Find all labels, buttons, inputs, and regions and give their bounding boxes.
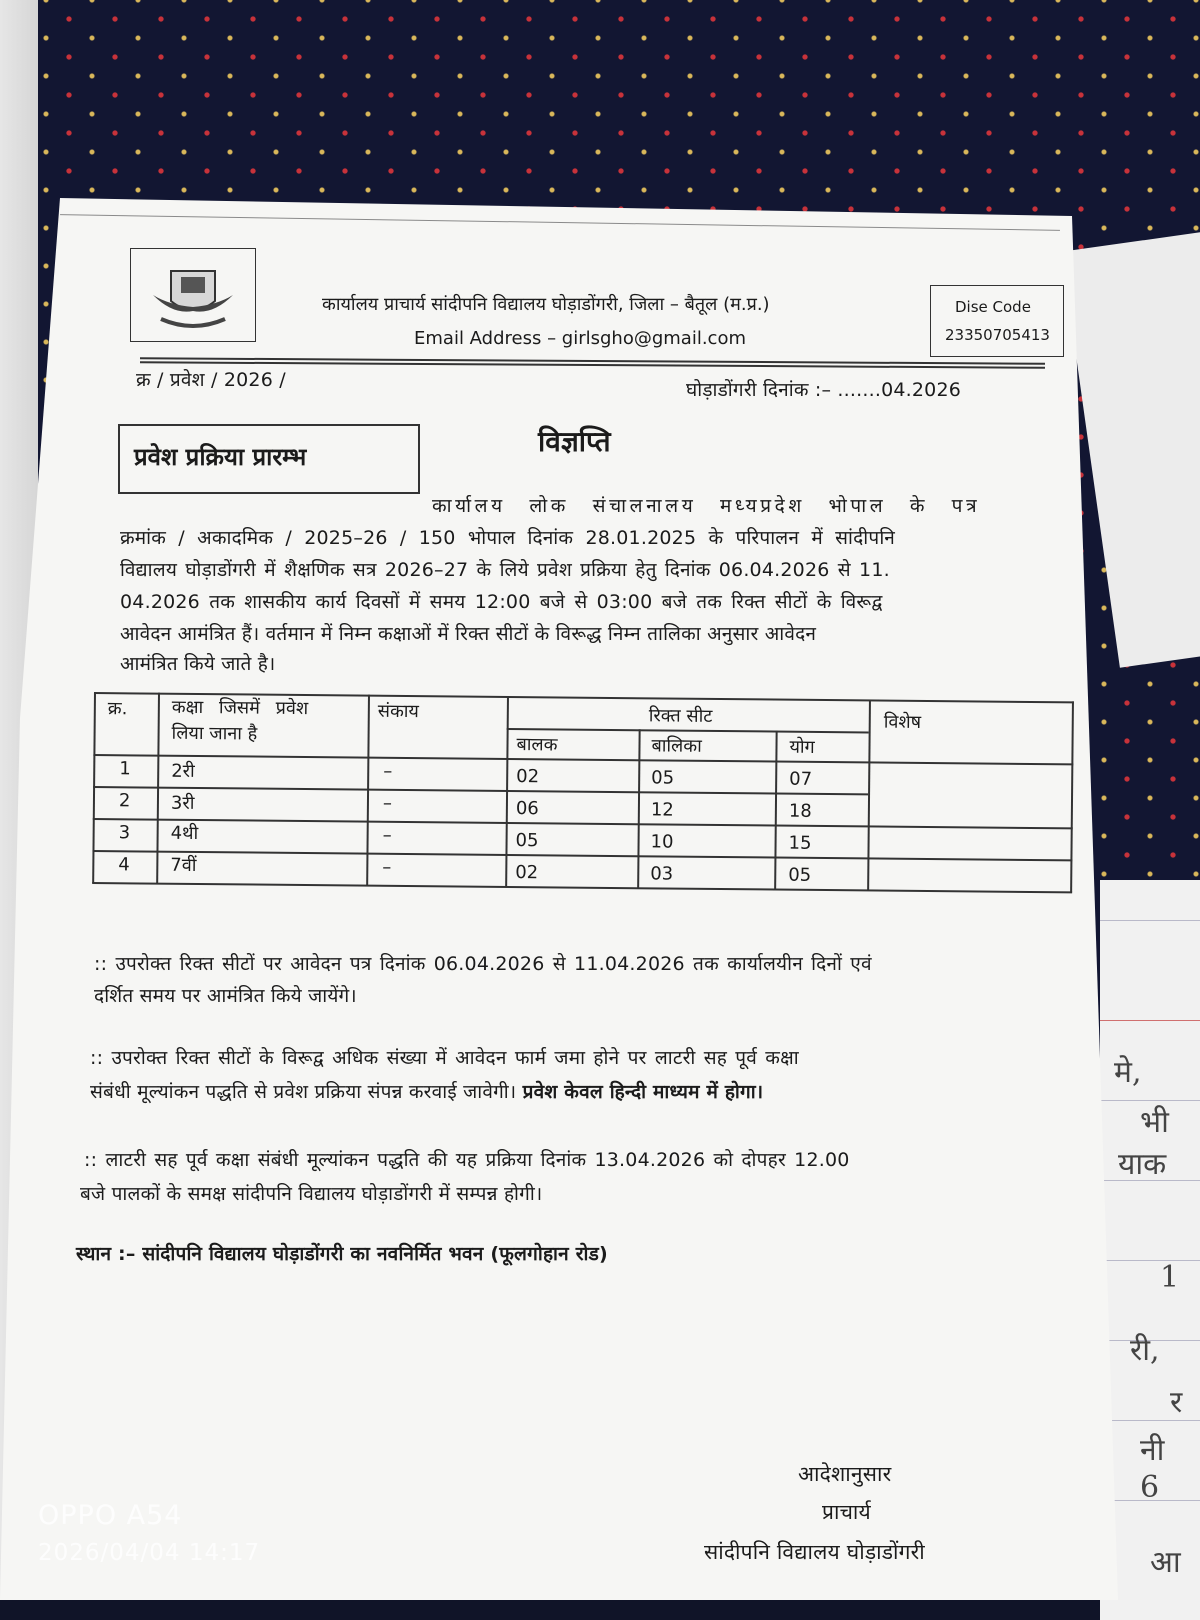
table-cell-faculty: – — [382, 792, 393, 814]
table-cell-faculty: – — [382, 824, 392, 846]
intro-line: विद्यालय घोड़ाडोंगरी में शैक्षणिक सत्र 2026–27 के लिये प्रवेश प्रक्रिया हेतु दिनांक 06.04.2026 से 11. — [120, 559, 890, 581]
table-cell-girls: 12 — [650, 799, 674, 821]
intro-line: आवेदन आमंत्रित हैं। वर्तमान में निम्न कक्षाओं में रिक्त सीटों के विरूद्ध निम्न तालिका अनुसार आवेदन — [120, 623, 817, 645]
notice-point-cont: दर्शित समय पर आमंत्रित किये जायेंगे। — [94, 985, 357, 1007]
table-cell-sno: 2 — [118, 790, 131, 812]
admission-heading-box — [118, 424, 420, 494]
header-remarks: विशेष — [883, 711, 922, 733]
table-cell-total: 05 — [788, 864, 812, 886]
table-cell-total: 18 — [788, 800, 812, 822]
header-girls: बालिका — [651, 735, 702, 757]
signature-designation: प्राचार्य — [822, 1500, 871, 1524]
header-class-cont: लिया जाना है — [171, 722, 258, 745]
notice-point: :: उपरोक्त रिक्त सीटों के विरूद्व अधिक संख्या में आवेदन फार्म जमा होने पर लाटरी सह पूर्व कक्षा — [90, 1047, 799, 1069]
header-vacant-seats: रिक्त सीट — [648, 705, 713, 727]
handwriting-fragment: 1 — [1160, 1260, 1180, 1295]
notice-point-cont — [90, 1078, 763, 1104]
table-cell-boys: 05 — [515, 830, 539, 852]
notice-point: :: उपरोक्त रिक्त सीटों पर आवेदन पत्र दिनांक 06.04.2026 से 11.04.2026 तक कार्यालयीन दिनों एवं — [94, 953, 872, 975]
table-cell-class: 2री — [171, 760, 195, 782]
header-total: योग — [789, 736, 815, 758]
table-cell-class: 7वीं — [170, 854, 197, 876]
header-boys: बालक — [516, 734, 558, 756]
handwriting-fragment: याक — [1118, 1147, 1167, 1182]
table-cell-sno: 4 — [118, 854, 130, 876]
notice-point-cont: बजे पालकों के समक्ष सांदीपनि विद्यालय घोड़ाडोंगरी में सम्पन्न होगी। — [80, 1183, 543, 1205]
office-address: कार्यालय प्राचार्य सांदीपनि विद्यालय घोड़ाडोंगरी, जिला – बैतूल (म.प्र.) — [322, 294, 770, 315]
table-cell-boys: 02 — [515, 862, 539, 884]
table-cell-girls: 03 — [650, 863, 674, 885]
right-handwritten-sheet — [1100, 880, 1200, 1620]
signature-school: सांदीपनि विद्यालय घोड़ाडोंगरी — [704, 1540, 925, 1564]
handwriting-fragment: री, — [1130, 1333, 1160, 1368]
handwriting-fragment: नी — [1140, 1433, 1165, 1468]
table-cell-girls: 05 — [651, 767, 675, 789]
table-cell-girls: 10 — [650, 831, 674, 853]
handwriting-fragment: आ — [1150, 1545, 1181, 1580]
intro-line: आमंत्रित किये जाते है। — [120, 653, 276, 675]
dise-code-label: Dise Code — [955, 298, 1031, 316]
notice-point: :: लाटरी सह पूर्व कक्षा संबंधी मूल्यांकन पद्धति की यह प्रक्रिया दिनांक 13.04.2026 को दोपहर 12.00 — [84, 1149, 850, 1171]
handwriting-fragment: 6 — [1140, 1470, 1160, 1505]
table-cell-faculty: – — [383, 760, 393, 782]
table-cell-boys: 06 — [515, 798, 539, 820]
table-cell-sno: 3 — [118, 822, 131, 844]
table-cell-class: 3री — [170, 792, 195, 814]
table-cell-boys: 02 — [516, 766, 540, 788]
handwriting-fragment: मे, — [1114, 1055, 1142, 1090]
place-date: घोड़ाडोंगरी दिनांक :– .......04.2026 — [686, 379, 962, 401]
vacancy-table — [92, 692, 1074, 913]
table-cell-total: 07 — [789, 768, 813, 790]
medium-note: प्रवेश केवल हिन्दी माध्यम में होगा। — [522, 1081, 764, 1103]
table-cell-sno: 1 — [119, 758, 131, 780]
camera-watermark-timestamp: 2026/04/04 14:17 — [38, 1540, 261, 1566]
intro-line: 04.2026 तक शासकीय कार्य दिवसों में समय 12:00 बजे से 03:00 बजे तक रिक्त सीटों के विरूद्व — [120, 591, 883, 613]
dise-code-value: 23350705413 — [945, 326, 1050, 344]
header-class: कक्षा जिसमें प्रवेश — [171, 696, 309, 720]
table-cell-faculty: – — [382, 856, 392, 878]
camera-watermark-brand: OPPO A54 — [38, 1500, 183, 1531]
intro-line: क्रमांक / अकादमिक / 2025–26 / 150 भोपाल दिनांक 28.01.2025 के परिपालन में सांदीपनि — [120, 527, 896, 549]
intro-line: कार्यालय लोक संचालनालय मध्यप्रदेश भोपाल के पत्र — [432, 495, 981, 517]
table-cell-total: 15 — [788, 832, 812, 854]
handwriting-fragment: र — [1170, 1385, 1183, 1420]
school-logo — [130, 248, 256, 342]
header-faculty: संकाय — [377, 700, 420, 723]
emblem-icon — [131, 249, 255, 341]
admission-heading: प्रवेश प्रक्रिया प्रारम्भ — [134, 443, 307, 471]
header-sno: क्र. — [107, 698, 128, 720]
table-cell-class: 4थी — [170, 822, 199, 845]
reference-number: क्र / प्रवेश / 2026 / — [136, 369, 286, 391]
notice-point-text: संबंधी मूल्यांकन पद्धति से प्रवेश प्रक्रिया संपन्न करवाई जावेगी। — [90, 1081, 517, 1103]
handwriting-fragment: भी — [1140, 1105, 1169, 1140]
notice-title: विज्ञप्ति — [538, 425, 611, 458]
email-address: Email Address – girlsgho@gmail.com — [414, 328, 746, 349]
venue: स्थान :– सांदीपनि विद्यालय घोड़ाडोंगरी का नवनिर्मित भवन (फूलगोहान रोड) — [76, 1243, 608, 1265]
signature-order: आदेशानुसार — [798, 1462, 892, 1486]
dise-code-box — [930, 285, 1064, 357]
